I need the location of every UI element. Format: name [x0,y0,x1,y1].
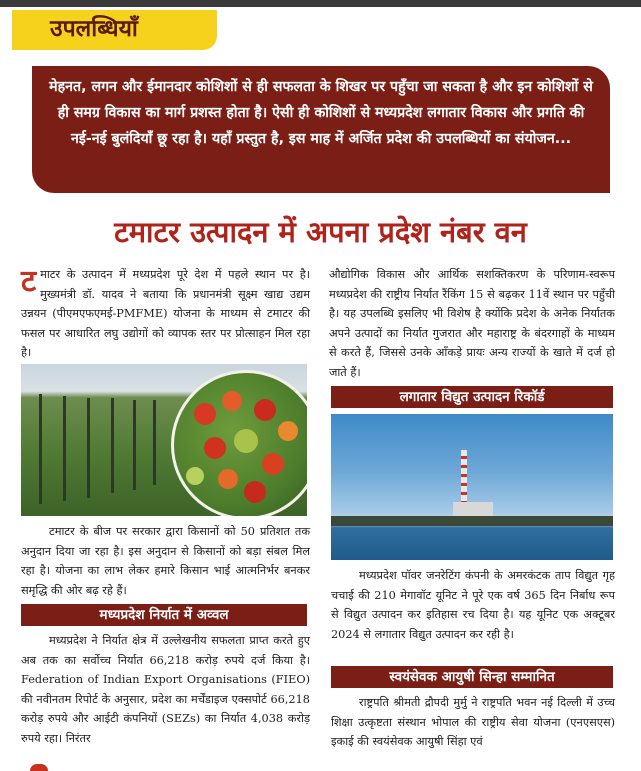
plant-building [453,502,493,516]
intro-paragraph [21,265,310,363]
left-column [21,265,310,363]
tomato-closeup [171,370,307,516]
tomato-field-photo [21,364,307,516]
section-tag: उपलब्धियाँ [12,10,217,50]
power-paragraph: मध्यप्रदेश पॉवर जनरेटिंग कंपनी के अमरकंटक ताप विद्युत गृह चचाई की 210 मेगावॉट यूनिट ने पूरे एक वर्ष 365 दिन निर्बाध रूप से विद्युत उत्पादन कर इतिहास रच दिया है। यह यूनिट एक अक्टूबर 2024 से लगातार विद्युत उत्पादन कर रही है। [331,569,615,641]
headline: टमाटर उत्पादन में अपना प्रदेश नंबर वन [114,215,527,249]
footer-mark [30,764,48,771]
export-paragraph: मध्यप्रदेश ने निर्यात क्षेत्र में उल्लेखनीय सफलता प्राप्त करते हुए अब तक का सर्वोच्च निर्यात 66,218 करोड़ रुपये दर्ज किया है। Federation of Indian Export Organisations (FIEO) की नवीनतम रिपोर्ट के अनुसार, प्रदेश का मर्चेंडाइज एक्सपोर्ट 66,218 करोड़ रुपये और आईटी कंपनियों (SEZs) का निर्यात 4,038 करोड़ रुपये रहा। निरंतर [21,634,310,745]
dropcap: ट [21,264,37,299]
left-block-2 [21,522,310,600]
right-block-2 [331,566,615,644]
intro-box: मेहनत, लगन और ईमानदार कोशिशों से ही सफलता के शिखर पर पहुँचा जा सकता है और इन कोशिशों से ही समग्र विकास का मार्ग प्रशस्त होता है। ऐसी ही कोशिशों से मध्यप्रदेश लगातार विकास और प्रगति की नई-नई बुलंदियाँ छू रहा है। यहाँ प्रस्तुत है, इस माह में अर्जित प्रदेश की उपलब्धियों का संयोजन... [32,66,610,193]
page-top-bar [0,0,641,7]
shoreline [331,516,613,526]
ranking-paragraph: औद्योगिक विकास और आर्थिक सशक्तिकरण के परिणाम-स्वरूप मध्यप्रदेश की राष्ट्रीय निर्यात रैंकिंग 15 से बढ़कर 11वें स्थान पर पहुँची है। यह उपलब्धि इसलिए भी विशेष है क्योंकि प्रदेश के अनेक निर्यातक अपने उत्पादों का निर्यात गुजरात और महाराष्ट्र के बंदरगाहों के माध्यम से करते हैं, जिससे उनके आँकड़े प्रायः अन्य राज्यों के खाते में दर्ज हो जाते हैं। [329,268,615,379]
right-column [329,265,615,382]
right-block-3 [331,693,615,752]
section-heading-volunteer: स्वयंसेवक आयुषी सिन्हा सम्मानित [331,666,613,688]
left-block-3 [21,631,310,748]
subsidy-paragraph: टमाटर के बीज पर सरकार द्वारा किसानों को 50 प्रतिशत तक अनुदान दिया जा रहा है। इस अनुदान से किसानों को बड़ा संबल मिल रहा है। योजना का लाभ लेकर हमारे किसान भाई आत्मनिर्भर बनकर समृद्धि की ओर बढ़ रहे हैं। [21,525,310,597]
power-plant-photo [331,414,613,560]
volunteer-paragraph: राष्ट्रपति श्रीमती द्रौपदी मुर्मु ने राष्ट्रपति भवन नई दिल्ली में उच्च शिक्षा उत्कृष्टता संस्थान भोपाल की राष्ट्रीय सेवा योजना (एनएसएस) इकाई की स्वयंसेवक आयुषी सिंहा एवं [331,696,615,748]
paragraph-text: माटर के उत्पादन में मध्यप्रदेश पूरे देश में पहले स्थान पर है। मुख्यमंत्री डॉ. यादव ने बताया कि प्रधानमंत्री सूक्ष्म खाद्य उद्यम उन्नयन (पीएमएफएमई-PMFME) योजना के माध्यम से टमाटर की फसल पर आधारित लघु उद्योगों को व्यापक स्तर पर प्रोत्साहन मिल रहा है। [21,268,310,359]
section-heading-power: लगातार विद्युत उत्पादन रिकॉर्ड [331,386,613,408]
section-heading-export: मध्यप्रदेश निर्यात में अव्वल [21,604,307,626]
